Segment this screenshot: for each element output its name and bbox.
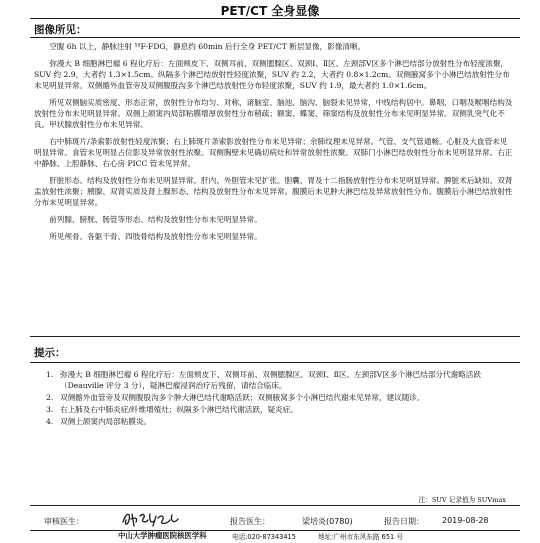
reporter-name: 梁培炎(0780) xyxy=(302,517,353,526)
suv-note: 注：SUV 记录值为 SUVmax xyxy=(418,496,506,504)
findings-paragraph-2: 弥漫大 B 细胞淋巴瘤 6 程化疗后：左面颊皮下、双侧耳前、双侧腮腺区、双颈Ⅰ、Ⅱ区、左颈部Ⅴ区多个淋巴结部分放射性分布轻度浓聚，SUV 约 2.9，大者约 1.3×1.5cm。纵隔多个淋巴结放射性轻度浓聚，SUV 约 2.2，大者约 0.8×1.2cm。双侧腋窝多个小淋巴结放射性分布未见明显异常。双侧髂外血管旁及双侧腹股沟多个淋巴结放射性分布轻度浓聚，SUV 约 1.9，最大者约 1.0×1.6cm。 xyxy=(34,59,510,90)
findings-paragraph-6: 前列腺、膀胱、肠管等形态、结构及放射性分布未见明显异常。 xyxy=(49,215,262,224)
reviewer-label: 审核医生： xyxy=(44,517,84,526)
hint-item: 4. 双侧上颌窦内局部粘膜炎。 xyxy=(46,417,152,426)
signature-row xyxy=(34,516,514,530)
report-title: PET/CT 全身显像 xyxy=(220,4,320,18)
findings-paragraph-7: 所见颅骨、各躯干骨、四肢骨结构及放射性分布未见明显异常。 xyxy=(49,232,262,241)
hints-list xyxy=(46,369,512,428)
footer-address: 地址:广州市东风东路 651 号 xyxy=(318,533,403,541)
hint-item: 2. 双侧髂外血管旁及双侧腹股沟多个肿大淋巴结代谢略活跃；双侧腋窝多个小淋巴结代谢未见异常，建议随诊。 xyxy=(46,393,425,402)
footer-phone: 电话:020-87343415 xyxy=(232,533,296,541)
findings-body xyxy=(34,41,514,248)
report-date: 2019-08-28 xyxy=(442,516,489,525)
hint-item: 3. 右上肺及右中肺炎症/纤维增殖灶；纵隔多个淋巴结代谢活跃，疑炎症。 xyxy=(46,405,298,414)
hint-item: 1. 弥漫大 B 细胞淋巴瘤 6 程化疗后：左面颊皮下、双侧耳前、双侧腮腺区、双颈Ⅰ、Ⅱ区、左颈部Ⅴ区多个淋巴结部分代谢略活跃（Deauville 评分 3 分），疑淋巴瘤浸润治疗后残留，请结合临床。 xyxy=(46,370,481,390)
date-label: 报告日期： xyxy=(384,517,424,526)
findings-paragraph-3: 所见双侧脑实质密度、形态正常，放射性分布均匀、对称，诸脑室、脑池、脑沟、脑裂未见异常，中线结构居中。鼻咽、口咽及喉咽结构及放射性分布未见明显异常。双侧上颌窦内局部粘膜增厚放射性分布稍疏；额窦、蝶窦、筛窦结构及放射性分布未见明显异常。双侧乳突气化不良。甲状腺放射性分布未见异常。 xyxy=(34,98,513,129)
findings-paragraph-4: 右中肺斑片/条索影放射性轻度浓聚；右上肺斑片条索影放射性分布未见异常；余肺纹理未见异常。气管、支气管通畅。心脏及大血管未见明显异常。食管未见明显占位影及异常放射性浓聚。双侧胸壁未见确切病灶和异常放射性浓聚。双肺门小淋巴结放射性分布未见明显异常。右正中静脉、上腔静脉、右心房 PICC 管未见异常。 xyxy=(34,137,513,168)
findings-heading: 图像所见： xyxy=(34,24,87,36)
findings-rule xyxy=(30,37,520,38)
signature-rule xyxy=(30,505,520,506)
footer xyxy=(0,530,540,543)
hints-top-rule xyxy=(30,336,520,337)
findings-paragraph-1: 空腹 6h 以上，静脉注射 ¹⁸F-FDG，静息约 60min 后行全身 PET/CT 断层显像，影像清晰。 xyxy=(49,42,366,51)
reporter-label: 报告医生： xyxy=(230,517,270,526)
footer-org: 中山大学肿瘤医院核医学科 xyxy=(118,531,207,540)
hints-rule xyxy=(30,362,520,363)
hints-heading: 提示： xyxy=(34,347,66,359)
title-rule xyxy=(30,18,520,19)
handwritten-signature xyxy=(120,508,182,530)
findings-paragraph-5: 肝脏形态、结构及放射性分布未见明显异常。肝内、外胆管未见扩张。胆囊、胃及十二指肠放射性分布未见明显异常。脾脏术后缺如。双肾盂放射性浓聚；胰腺、双肾实质及肾上腺形态、结构及放射性分布未见异常。腹膜后未见肿大淋巴结及异常放射性分布。腹膜后小淋巴结放射性分布未见明显异常。 xyxy=(34,176,513,207)
